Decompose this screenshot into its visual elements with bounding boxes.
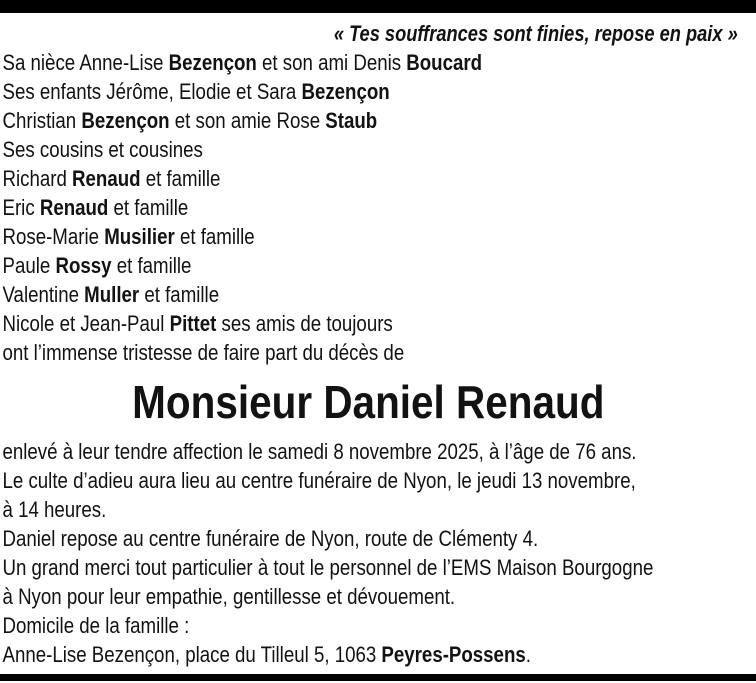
bottom-border [0, 674, 756, 681]
notice-line: Anne-Lise Bezençon, place du Tilleul 5, 1063 Peyres-Possens. [2, 642, 531, 667]
notice-line: à Nyon pour leur empathie, gentillesse et dévouement. [2, 584, 456, 609]
notice-line: à 14 heures. [2, 497, 107, 522]
notice-line: Un grand merci tout particulier à tout le personnel de l’EMS Maison Bourgogne [2, 555, 654, 580]
notice-line: Eric Renaud et famille [2, 195, 189, 220]
notice-line: enlevé à leur tendre affection le samedi 8 novembre 2025, à l’âge de 76 ans. [2, 439, 637, 464]
notice-line: Rose-Marie Musilier et famille [2, 224, 255, 249]
notice-line: Le culte d’adieu aura lieu au centre funéraire de Nyon, le jeudi 13 novembre, [2, 468, 636, 493]
notice-line: Paule Rossy et famille [2, 253, 192, 278]
notice-line: Ses cousins et cousines [2, 137, 203, 162]
epitaph-quote: « Tes souffrances sont finies, repose en paix » [333, 21, 738, 46]
notice-line: Sa nièce Anne-Lise Bezençon et son ami Denis Boucard [2, 50, 483, 75]
notice-line: Ses enfants Jérôme, Elodie et Sara Bezençon [2, 79, 390, 104]
notice-line: Nicole et Jean-Paul Pittet ses amis de toujours [2, 311, 393, 336]
family-list [0, 48, 756, 367]
notice-line: Valentine Muller et famille [2, 282, 220, 307]
top-border [0, 0, 756, 13]
notice-line: ont l’immense tristesse de faire part du décès de [2, 340, 405, 365]
deceased-name: Monsieur Daniel Renaud [132, 376, 605, 428]
notice-line: Richard Renaud et famille [2, 166, 221, 191]
notice-details [0, 437, 756, 669]
notice-line: Domicile de la famille : [2, 613, 190, 638]
notice-line: Daniel repose au centre funéraire de Nyon, route de Clémenty 4. [2, 526, 539, 551]
notice-line: Christian Bezençon et son amie Rose Staub [2, 108, 378, 133]
